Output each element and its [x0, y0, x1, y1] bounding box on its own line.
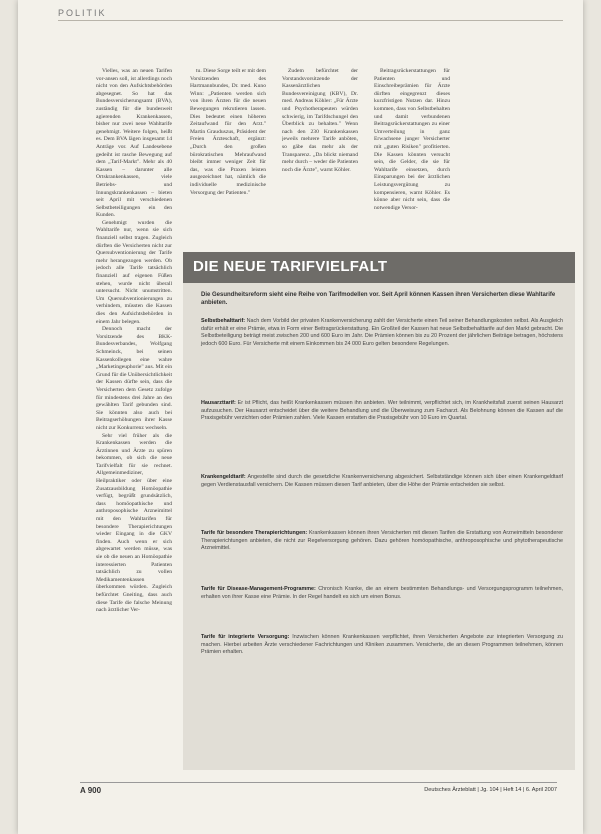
tariff-text: Angestellte sind durch die gesetzliche Krankenversicherung abgesichert. Selbstständige können sich über einen Krankengeldtarif gegen Verdienstausfall versichern. Die Kassen müssen diesen Tarif anbieten, über die Höhe der Prämie entscheiden sie selbst.	[201, 474, 564, 488]
tariff-item-krankengeld	[201, 474, 563, 489]
tariff-heading: Tarife für besondere Therapierichtungen:	[201, 530, 308, 536]
paragraph: tu. Diese Sorge teilt er mit dem Vorsitzenden des Hartmannbundes, Dr. med. Kuno Winn: „Patienten werden sich von ihren Ärzten für die neuen Bewegungen rekrutieren lassen. Dies bedeutet einen höheren Zeitaufwand für den Arzt." Martin Grauduszus, Präsident der Freien Ärzteschaft, ergänzt: „Durch den großen bürokratischen Mehraufwand bleibt immer weniger Zeit für das, was die Praxen leisten ausgezeichnet hat, nämlich die individuelle medizinische Versorgung der Patienten."	[190, 68, 266, 196]
info-box	[183, 252, 575, 770]
paragraph: Sehr viel früher als die Krankenkassen werden die Ärztinnen und Ärzte zu spüren bekommen, ob sich die neue Tarifvielfalt für sie rechnet. Allgemeinmediziner, Heilpraktiker oder über eine Zusatzausbildung Homöopathie verfügt, begrüßt grundsätzlich, dass homöopathische und anthroposophische Arzneimittel mit den Wahltarifen für besondere Therapierichtungen wieder Eingang in die GKV finden. Auch wenn er sich abgewartet werden müsse, was sie ob die neuen an Homöopathie interessierten Patienten tatsächlich zu vollen Medikamentenkassen überkommen würden. Zugleich befürchtet Gneiting, dass auch diese Tarife die falsche Meinung nach ärztlicher Ver-	[96, 432, 172, 614]
article-column-2	[190, 68, 266, 248]
article-column-1	[96, 68, 172, 763]
tariff-text: Inzwischen können Krankenkassen verpflichtet, ihren Versicherten Angebote zur integrierten Versorgung zu machen. Hierbei arbeiten Ärzte verschiedener Fachrichtungen und Kliniken zusammen. Versicherte, die an diesen Programmen teilnehmen, können Prämien erhalten.	[201, 634, 563, 656]
tariff-text: Krankenkassen können ihren Versicherten mit diesen Tarifen die Erstattung von Arzneimitteln besonderer Therapierichtungen anbieten, die nicht zur Regelversorgung gehören. Dazu gehören homöopathische, anthroposophische und phytotherapeutische Arzneimittel.	[201, 530, 563, 552]
article-column-4	[374, 68, 450, 248]
paragraph: Zudem befürchtet der Vorstandsvorsitzende der Kassenärztlichen Bundesvereinigung (KBV), Dr. med. Andreas Köhler: „Für Ärzte und Psychotherapeuten würden schwierig, im Tarifdschungel den Überblick zu behalten." Wenn nach den 230 Krankenkassen jeweils mehrere Tarife anböten, so gäbe das mehr als der Transparenz. „Da blickt niemand mehr durch – weder die Patienten noch die Ärzte", warnt Köhler.	[282, 68, 358, 173]
tariff-item-selbstbehalt	[201, 318, 563, 348]
tariff-heading: Hausarzttarif:	[201, 400, 236, 406]
journal-citation: Deutsches Ärzteblatt | Jg. 104 | Heft 14 | 6. April 2007	[424, 787, 557, 793]
page-number: A 900	[80, 786, 102, 795]
paragraph: Vielles, was an neuen Tarifen vor-ansen soll, ist allerdings noch nicht von den Aufsichtsbehörden abgesegnet. So hat das Bundesversicherungsamt (BVA), zuständig für die bundesweit agierenden Krankenkassen, bisher nur zwei neue Wahltarife genehmigt. Weitere folgen, heißt es. Dem BVA lägen insgesamt 14 Anträge vor. Auf Landesebene gedeiht ist rasche Bewegung auf dem „Tarif-Markt". Mehr als 40 Kassen – darunter alle Ortskrankenkassen, viele Betriebs- und Innungskrankenkassen – bieten seit April mit verschiedenen Selbstbeteiligungen ein den Kunden.	[96, 68, 172, 219]
tariff-heading: Krankengeldtarif:	[201, 474, 246, 480]
header-rule	[58, 20, 563, 21]
paragraph: Genehmigt wurden die Wahltarife nur, wenn sie sich finanziell selbst tragen. Zugleich dürften die Versicherten nicht zur Quersubventionierung der Tarife mehr herangezogen werden. Ob jedoch alle Tarife tatsächlich finanziell auf eigenen Füßen stehen, wurde nicht überall untersucht. Nicht unumstritten. Um Quersubventionierungen zu verhindern, müssten die Kassen dies den Aufsichtsbehörden in einem Jahr belegen.	[96, 219, 172, 325]
article-column-3	[282, 68, 358, 248]
tariff-item-hausarzt	[201, 400, 563, 423]
tariff-item-dmp	[201, 586, 563, 601]
tariff-text: Er ist Pflicht, das heißt Krankenkassen müssen ihn anbieten. Wer teilnimmt, verpflichtet sich, im Krankheitsfall zuerst seinen Hausarzt aufzusuchen. Der Hausarzt entscheidet über die weitere Behandlung und die Überweisung zum Facharzt. Als Belohnung können die Kassen auf die Praxisgebühr verzichten oder Prämien zahlen. Viele Kassen erstatten die Praxisgebühr von 10 Euro im Quartal.	[201, 400, 563, 422]
paragraph: Dennoch macht der Vorsitzende des BKK-Bundesverbandes, Wolfgang Schmeinck, bei seinen Kassenkollegen eine wahre „Marketingeuphorie" aus. Mit ein Grund für die Unübersichtlichkeit der Kassen dürfte sein, dass die Versicherten dem Gesetz zufolge für mindestens drei Jahre an den gewählten Tarif gebunden sind. Sie könnten also auch bei Beitragserhöhungen ihrer Kasse nicht zur Konkurrenz wechseln.	[96, 326, 172, 431]
tariff-heading: Tarife für Disease-Management-Programme:	[201, 586, 316, 592]
tariff-text: Chronisch Kranke, die an einem bestimmten Behandlungs- und Versorgungsprogramm teilnehmen, erhalten von ihrer Kasse eine Prämie. In der Regel handelt es sich um einen Bonus.	[201, 586, 563, 600]
tariff-heading: Selbstbehalttarif:	[201, 318, 246, 324]
tariff-text: Nach dem Vorbild der privaten Krankenversicherung zahlt der Versicherte einen Teil seiner Behandlungskosten selbst. Als Ausgleich dafür erhält er eine Prämie, etwa in Form einer Beitragsrückerstattung. Ein Großteil der Kassen hat neue Selbstbehalttarife auf den Markt gebracht. Die Selbstbeteiligung beträgt meist zwischen 200 und 600 Euro im Jahr. Die Prämien können bis zu 20 Prozent der jährlichen Beiträge betragen, höchstens jedoch 600 Euro. Für Versicherte mit einem Einkommen bis 24 000 Euro gelten besondere Regelungen.	[201, 318, 564, 347]
paragraph: Beitragsrückerstattungen für Patienten und Einschreibeprämien für Ärzte dürften eingegrenzt dieses kurzfristigen Nutzen dar. Hinzu kommen, dass von Selbstbehalten und damit verbundenen Beitragsrückerstattungen zu einer Umverteilung in ganz Erwachsene junger Versicherter mit „guten Risiken" profitierten. Die Kassen könnten versucht sein, die Gelder, die sie für Wahltarife einsetzen, durch Einsparungen bei der ärztlichen Leistungsvergütung zu kompensieren, warnt Köhler. Es könne aber nicht sein, dass die notwendige Versor-	[374, 68, 450, 211]
tariff-item-therapierichtungen	[201, 530, 563, 553]
tariff-item-integrierte-versorgung	[201, 634, 563, 657]
info-box-title: DIE NEUE TARIFVIELFALT	[193, 258, 388, 275]
tariff-heading: Tarife für integrierte Versorgung:	[201, 634, 290, 640]
footer-rule	[80, 782, 557, 783]
info-box-intro: Die Gesundheitsreform sieht eine Reihe von Tarifmodellen vor. Seit April können Kassen ihren Versicherten diese Wahltarife anbieten.	[201, 292, 556, 306]
magazine-page	[18, 0, 583, 834]
info-box-header	[183, 252, 575, 283]
section-header: POLITIK	[58, 8, 107, 18]
